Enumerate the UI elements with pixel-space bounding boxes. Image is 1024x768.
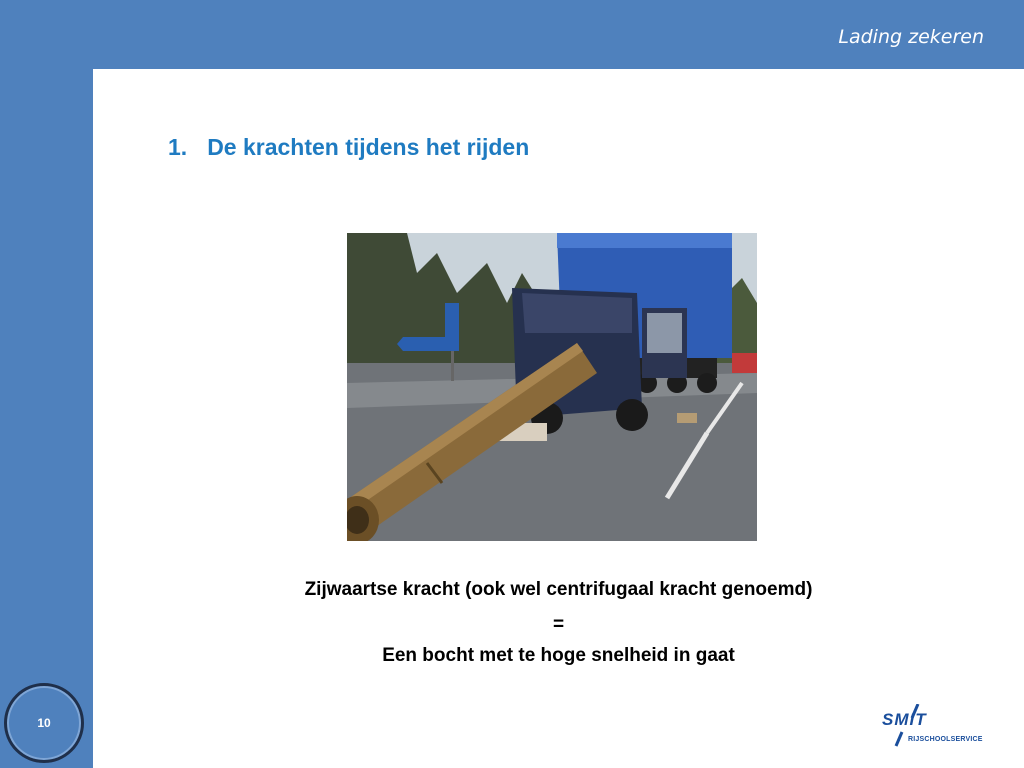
- left-sidebar-band: [0, 69, 93, 768]
- presentation-title: Lading zekeren: [838, 26, 984, 48]
- heading-text: De krachten tijdens het rijden: [207, 134, 530, 160]
- caption-line-1: Zijwaartse kracht (ook wel centrifugaal kracht genoemd): [304, 579, 813, 600]
- accident-photo: [347, 233, 757, 541]
- logo-name: SMIT: [882, 710, 927, 729]
- logo-subtitle: RIJSCHOOLSERVICE: [908, 736, 983, 743]
- smit-logo: [878, 704, 982, 750]
- slide-heading: [168, 134, 529, 161]
- caption-line-2: =: [552, 614, 565, 635]
- caption-line-3: Een bocht met te hoge snelheid in gaat: [382, 645, 735, 666]
- page-number-badge: [4, 683, 84, 763]
- page-number: 10: [37, 716, 51, 730]
- heading-number: 1.: [168, 134, 188, 160]
